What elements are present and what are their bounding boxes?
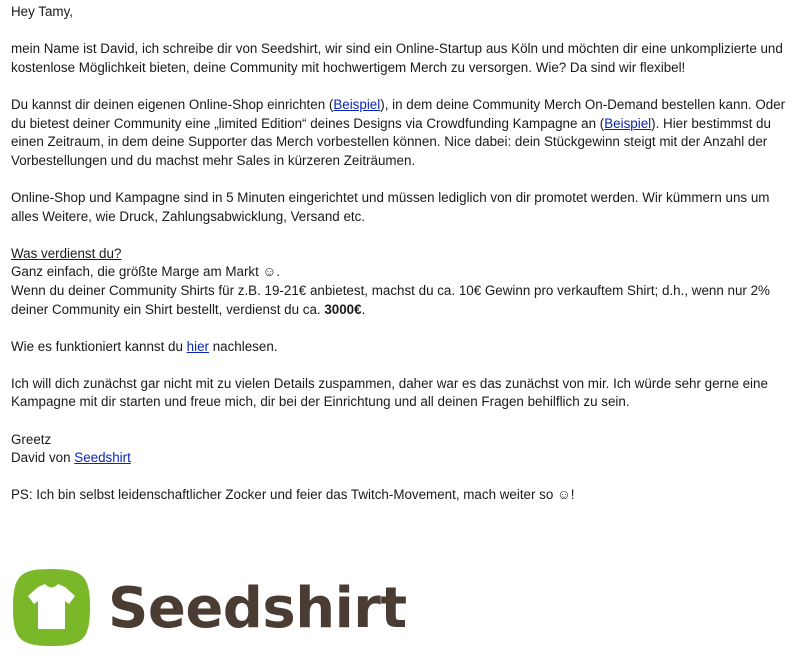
earnings-heading: Was verdienst du? xyxy=(11,245,122,261)
how-it-works-paragraph: Wie es funktioniert kannst du hier nachlesen. xyxy=(11,338,278,354)
greeting: Hey Tamy, xyxy=(11,4,74,19)
setup-paragraph: Online-Shop und Kampagne sind in 5 Minuten eingerichtet und müssen lediglich von dir promotet werden. Wir kümmern uns um alles Weitere, wie Druck, Zahlungsabwicklung, Versand etc. xyxy=(11,189,770,224)
seedshirt-link[interactable]: Seedshirt xyxy=(74,450,131,466)
example-shop-link[interactable]: Beispiel xyxy=(333,96,381,112)
intro-paragraph: mein Name ist David, ich schreibe dir von Seedshirt, wir sind ein Online-Startup aus Köln und möchten dir eine unkomplizierte und kostenlose Möglichkeit bieten, deine Community mit hochwertigem Merch zu versorgen. Wie? Da sind wir flexibel! xyxy=(11,41,783,75)
ps-paragraph: PS: Ich bin selbst leidenschaftlicher Zocker und feier das Twitch-Movement, mach weiter so ☺! xyxy=(11,487,575,503)
options-paragraph: Du kannst dir deinen eigenen Online-Shop einrichten (Beispiel), in dem deine Community Merch On-Demand bestellen kann. Oder du bietest deiner Community eine „limited Edition“ deines Designs via Crowdfunding Kampagne an (Beispiel). Hier bestimmst du einen Zeitraum, in dem deine Supporter das Merch vorbestellen können. Nice dabei: dein Stückgewinn steigt mit der Anzahl der Vorbestellungen und du machst mehr Sales in kürzeren Zeiträumen. xyxy=(11,96,786,168)
example-campaign-link[interactable]: Beispiel xyxy=(604,115,652,131)
signoff-greetz: Greetz xyxy=(11,431,52,447)
earnings-amount: 3000€ xyxy=(324,301,362,317)
seedshirt-wordmark: Seedshirt xyxy=(108,576,407,641)
closing-paragraph: Ich will dich zunächst gar nicht mit zu vielen Details zuspammen, daher war es das zunächst von mir. Ich würde sehr gerne eine Kampagne mit dir starten und freue mich, dir bei der Einrichtung und all deinen Fragen behilflich zu sein. xyxy=(11,375,768,410)
tshirt-leaf-icon xyxy=(11,567,92,648)
earnings-detail: Wenn du deiner Community Shirts für z.B. 19-21€ anbietest, machst du ca. 10€ Gewinn pro verkauftem Shirt; d.h., wenn nur 2% deiner Community ein Shirt bestellt, verdienst du ca. 3000€. xyxy=(11,282,770,317)
seedshirt-logo xyxy=(11,567,407,647)
email-body xyxy=(11,3,799,524)
how-it-works-link[interactable]: hier xyxy=(186,338,209,354)
signoff-name: David von Seedshirt xyxy=(11,450,131,466)
earnings-line: Ganz einfach, die größte Marge am Markt ☺. xyxy=(11,264,280,280)
